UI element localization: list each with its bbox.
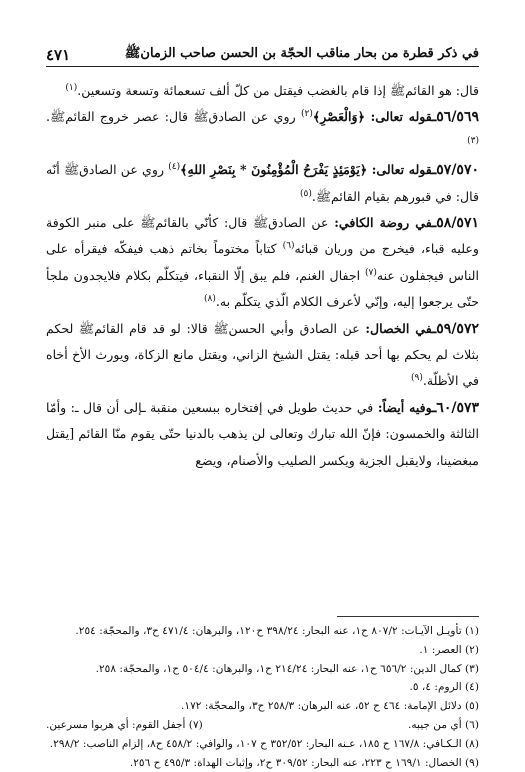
paragraph-572: ٥٩/٥٧٢ـفي الخصال: عن الصادق وأبي الحسنﷺ قالا: لو قد قام القائمﷺ لحكم بثلاث لم يحكم بها أحد قبله: يقتل الشيخ الزاني، ويقتل مانع الزكاة، ويورث الأخ أخاه في الأظلّة.$^{(٩)}$: [46, 320, 479, 389]
footnote-ref[interactable]: (٤): [168, 162, 181, 173]
footnote-1: (١) تأويـل الآيـات: ٨٠٧/٢ ح١، عنه البحار: ٣٩٨/٢٤ ح١٢٠، والبرهان: ٤٧١/٤ ح٣، والمحجّة: ٢٥٤.: [75, 625, 479, 637]
hadith-number: ٥٦/٥٦٩ـ: [432, 109, 479, 126]
running-title: في ذكر قطرة من بحار مناقب الحجّة بن الحسن صاحب الزمانﷺ: [124, 46, 479, 61]
paragraph-569: ٥٦/٥٦٩ـقوله تعالى: ﴿وَالْعَصْرِ﴾$^{(٢)}$ روي عن الصادقﷺ قال: عصر خروج القائمﷺ.$^{(٣)}$: [46, 109, 479, 146]
body-text: [46, 78, 479, 474]
footnote-7: (٧) أجفل القوم: أي هربوا مسرعين.: [46, 718, 203, 731]
footnote-ref[interactable]: (٦): [282, 241, 295, 252]
page-number: ٤٧١: [46, 46, 71, 64]
section-heading: في روضة الكافي:: [334, 215, 433, 231]
section-heading: وفيه أيضاً:: [377, 399, 433, 415]
footnote-separator: [337, 616, 479, 617]
paragraph-1: قال: هو القائمﷺ إذا قام بالغضب فيقتل من كلّ ألف تسعمائة وتسعة وتسعين.$^{(١)}$: [65, 82, 479, 98]
footnote-3: (٣) كمال الدين: ٦٥٦/٢ ح١، عنه البحار: ٢١٤/٢٤ ح١، والبرهان: ٥٠٤/٤ ح١، والمحجّة: ٢٥٨.: [95, 662, 479, 675]
hadith-number: ٥٧/٥٧٠ـ: [432, 162, 479, 179]
paragraph-570: ٥٧/٥٧٠ـقوله تعالى: ﴿يَوْمَئِذٍ يَفْرَحُ الْمُؤْمِنُونَ * بِنَصْرِ اللهِ﴾$^{(٤)}$ روي عن الصادقﷺ أنّه قال: في قبورهم بقيام القائمﷺ.$^{(٥)}$: [46, 162, 479, 204]
footnote-6: (٦) أي من جيبه.: [407, 718, 479, 731]
footnote-5: (٥) دلائل الإمامة: ٤٦٤ ح ٥٢، عنه البرهان: ٢٥٨/٣ ح٣، والمحجّة: ١٧٢.: [181, 700, 479, 713]
hadith-number: ٥٨/٥٧١ـ: [432, 215, 479, 232]
page-header: [46, 40, 479, 67]
footnotes: [46, 622, 479, 772]
section-heading: في الخصال:: [365, 320, 433, 336]
footnote-ref[interactable]: (٨): [203, 294, 216, 305]
footnote-ref[interactable]: (٩): [410, 373, 423, 384]
footnote-row-6-7: [46, 716, 479, 735]
footnote-8: (٨) الـكـافي: ١٦٧/٨ ح ١٨٥، عـنه البحار: ٣٥٢/٥٢ ح ١٠٧، والوافي: ٤٥٨/٢ ح٨، إلزام الناصب: ٢٩٨/٢.: [49, 737, 479, 750]
footnote-9: (٩) الخصال: ١٦٩/١ ح ٢٢٣، عنه البحار: ٣٠٩/٥٢ ح٢، وإثبات الهداة: ٤٩٥/٣ ح ٢٥٦.: [129, 756, 479, 769]
footnote-ref[interactable]: (٢): [300, 109, 313, 120]
footnote-ref[interactable]: (٣): [467, 135, 479, 146]
section-heading: قوله تعالى: ﴿يَوْمَئِذٍ يَفْرَحُ الْمُؤْمِنُونَ * بِنَصْرِ اللهِ﴾: [180, 162, 433, 178]
footnote-ref[interactable]: (٥): [299, 188, 312, 199]
footnote-2: (٢) العصر: ١.: [419, 643, 479, 656]
footnote-4: (٤) الروم: ٤، ٥.: [409, 681, 479, 694]
hadith-number: ٦٠/٥٧٣ـ: [432, 399, 480, 416]
hadith-number: ٥٩/٥٧٢ـ: [432, 320, 479, 337]
paragraph-571: ٥٨/٥٧١ـفي روضة الكافي: عن الصادقﷺ قال: كأنّي بالقائمﷺ على منبر الكوفة وعليه قباء، فيخرج من وريان قبائه$^{(٦)}$ كتاباً مختوماً بخاتم ذهب فيفكّه فيقرأه على الناس فيجفلون عنه$^{(٧)}$ اجفال الغنم، فلم يبق إلّا النقباء، فيتكلّم بكلام فلايجدون ملجأ حتّى يرجعوا إليه، وإنّي لأعرف الكلام الّذي يتكلّم به.$^{(٨)}$: [46, 215, 479, 310]
section-heading: قوله تعالى: ﴿وَالْعَصْرِ﴾: [312, 109, 433, 125]
footnote-ref[interactable]: (٧): [364, 267, 377, 278]
paragraph-573: ٦٠/٥٧٣ـوفيه أيضاً: في حديث طويل في إفتخاره ببسعين منقبة ـإلى أن قال ـ: وأمّا الثالثة والخمسون: فإنّ الله تبارك وتعالى لن يذهب بالدنيا حتّى يقوم منّا القائم [يقتل مبغضينا، ولايقبل الجزية ويكسر الصليب والأصنام، ويضع: [46, 399, 480, 468]
footnote-ref[interactable]: (١): [65, 82, 78, 93]
